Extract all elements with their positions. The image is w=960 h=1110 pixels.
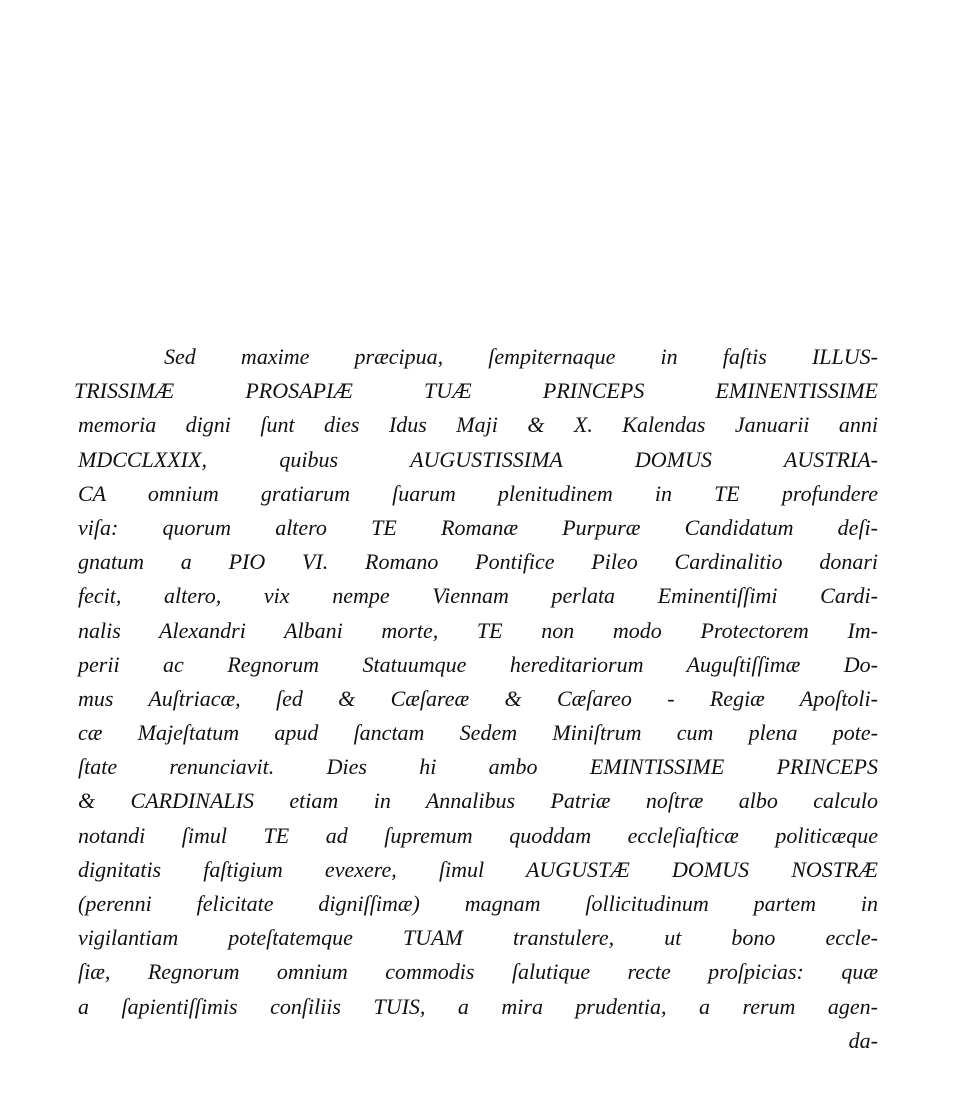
catchword: da- xyxy=(848,1027,878,1053)
text-line: TRISSIMÆ PROSAPIÆ TUÆ PRINCEPS EMINENTISSIME xyxy=(74,378,878,404)
text-line: ſtate renunciavit. Dies hi ambo EMINTISSIME PRINCEPS xyxy=(78,754,878,780)
text-line: notandi ſimul TE ad ſupremum quoddam eccleſiaſticæ politicæque xyxy=(78,822,878,848)
text-line: a ſapientiſſimis conſiliis TUIS, a mira prudentia, a rerum agen- xyxy=(78,993,878,1019)
text-line: perii ac Regnorum Statuumque hereditariorum Auguſtiſſimæ Do- xyxy=(78,651,878,677)
text-line: dignitatis faſtigium evexere, ſimul AUGUSTÆ DOMUS NOSTRÆ xyxy=(78,856,878,882)
text-line: mus Auſtriacæ, ſed & Cæſareæ & Cæſareo - Regiæ Apoſtoli- xyxy=(78,685,878,711)
text-line: viſa: quorum altero TE Romanæ Purpuræ Candidatum deſi- xyxy=(78,514,878,540)
text-line: ſiæ, Regnorum omnium commodis ſalutique recte proſpicias: quæ xyxy=(78,959,878,985)
text-line: memoria digni ſunt dies Idus Maji & X. Kalendas Januarii anni xyxy=(78,412,878,438)
text-line: gnatum a PIO VI. Romano Pontifice Pileo Cardinalitio donari xyxy=(78,549,878,575)
text-line: & CARDINALIS etiam in Annalibus Patriæ noſtræ albo calculo xyxy=(78,788,878,814)
text-line: fecit, altero, vix nempe Viennam perlata Eminentiſſimi Cardi- xyxy=(78,583,878,609)
text-line: (perenni felicitate digniſſimæ) magnam ſollicitudinum partem in xyxy=(78,891,878,916)
latin-text-block xyxy=(74,340,878,1058)
text-line: cæ Majeſtatum apud ſanctam Sedem Miniſtrum cum plena pote- xyxy=(78,720,878,746)
text-line: vigilantiam poteſtatemque TUAM transtulere, ut bono eccle- xyxy=(78,925,878,951)
text-line: Sed maxime præcipua, ſempiternaque in faſtis ILLUS- xyxy=(164,344,878,369)
text-line: MDCCLXXIX, quibus AUGUSTISSIMA DOMUS AUSTRIA- xyxy=(78,446,878,472)
text-line: nalis Alexandri Albani morte, TE non modo Protectorem Im- xyxy=(78,617,878,643)
text-line: CA omnium gratiarum ſuarum plenitudinem in TE profundere xyxy=(78,480,878,506)
